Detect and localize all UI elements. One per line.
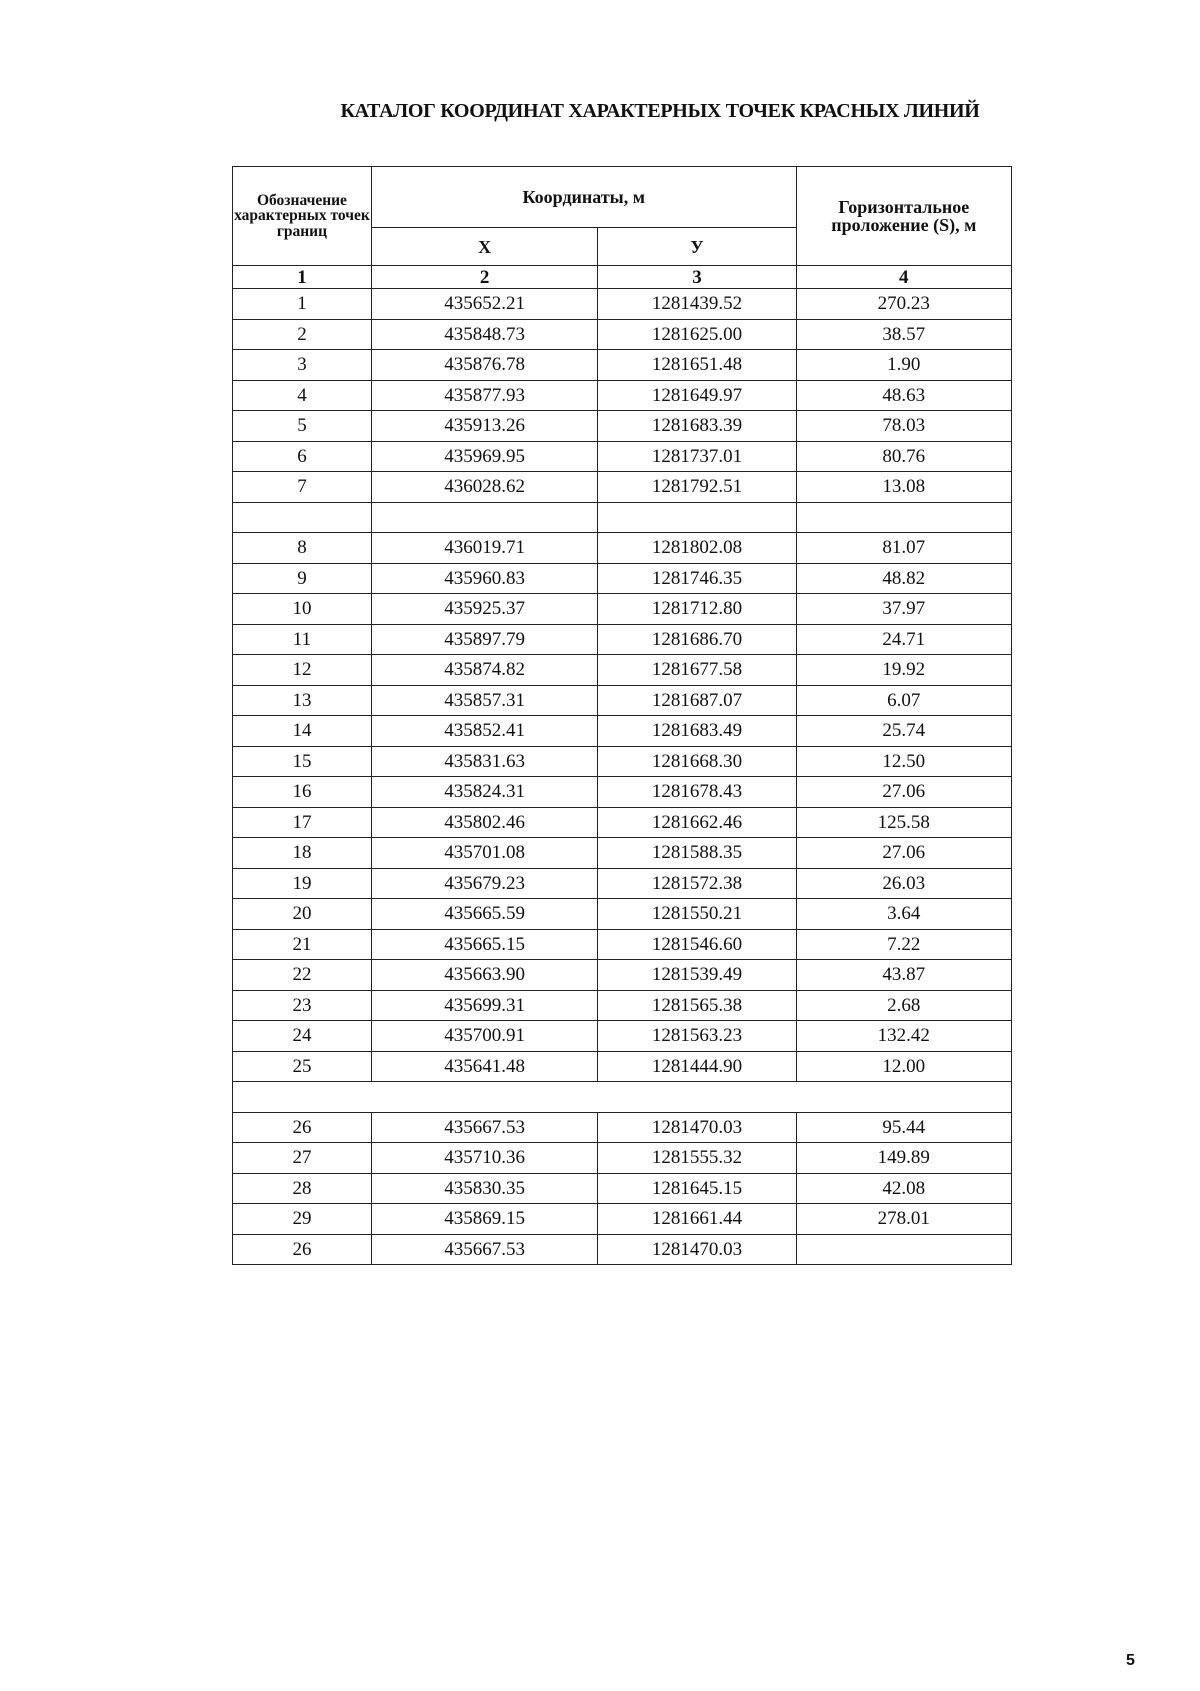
y-header: У [598, 228, 796, 266]
point-cell: 7 [233, 472, 372, 503]
table-row [233, 319, 1012, 350]
separator-cell [796, 502, 1011, 533]
x-coordinate-cell: 435652.21 [371, 289, 597, 320]
distance-cell: 19.92 [796, 655, 1011, 686]
distance-cell: 37.97 [796, 594, 1011, 625]
x-coordinate-cell: 435852.41 [371, 716, 597, 747]
table-row [233, 563, 1012, 594]
distance-cell: 125.58 [796, 807, 1011, 838]
point-cell: 20 [233, 899, 372, 930]
coordinate-catalog-table [232, 166, 1012, 1265]
table-row [233, 655, 1012, 686]
distance-cell: 81.07 [796, 533, 1011, 564]
table-row [233, 868, 1012, 899]
column-number: 1 [233, 266, 372, 289]
separator-cell [598, 502, 796, 533]
table-row [233, 1051, 1012, 1082]
point-cell: 5 [233, 411, 372, 442]
distance-cell: 12.50 [796, 746, 1011, 777]
y-coordinate-cell: 1281588.35 [598, 838, 796, 869]
column-number: 4 [796, 266, 1011, 289]
x-coordinate-cell: 435925.37 [371, 594, 597, 625]
table-row [233, 1234, 1012, 1265]
x-coordinate-cell: 435663.90 [371, 960, 597, 991]
point-cell: 18 [233, 838, 372, 869]
point-cell: 14 [233, 716, 372, 747]
x-coordinate-cell: 435913.26 [371, 411, 597, 442]
point-cell: 6 [233, 441, 372, 472]
point-cell: 15 [233, 746, 372, 777]
distance-cell: 27.06 [796, 777, 1011, 808]
y-coordinate-cell: 1281668.30 [598, 746, 796, 777]
point-cell: 24 [233, 1021, 372, 1052]
y-coordinate-cell: 1281565.38 [598, 990, 796, 1021]
x-coordinate-cell: 435700.91 [371, 1021, 597, 1052]
distance-cell: 3.64 [796, 899, 1011, 930]
table-row [233, 1204, 1012, 1235]
point-cell: 17 [233, 807, 372, 838]
y-coordinate-cell: 1281439.52 [598, 289, 796, 320]
y-coordinate-cell: 1281687.07 [598, 685, 796, 716]
x-header: Х [371, 228, 597, 266]
y-coordinate-cell: 1281683.39 [598, 411, 796, 442]
y-coordinate-cell: 1281792.51 [598, 472, 796, 503]
x-coordinate-cell: 435831.63 [371, 746, 597, 777]
distance-cell: 80.76 [796, 441, 1011, 472]
distance-cell: 2.68 [796, 990, 1011, 1021]
point-cell: 21 [233, 929, 372, 960]
point-cell: 26 [233, 1112, 372, 1143]
y-coordinate-cell: 1281649.97 [598, 380, 796, 411]
table-row [233, 1021, 1012, 1052]
distance-cell: 149.89 [796, 1143, 1011, 1174]
table-row [233, 624, 1012, 655]
point-cell: 25 [233, 1051, 372, 1082]
y-coordinate-cell: 1281677.58 [598, 655, 796, 686]
point-cell: 12 [233, 655, 372, 686]
table-row [233, 807, 1012, 838]
y-coordinate-cell: 1281678.43 [598, 777, 796, 808]
y-coordinate-cell: 1281683.49 [598, 716, 796, 747]
x-coordinate-cell: 435969.95 [371, 441, 597, 472]
point-cell: 9 [233, 563, 372, 594]
point-cell: 11 [233, 624, 372, 655]
x-coordinate-cell: 435699.31 [371, 990, 597, 1021]
table-row [233, 929, 1012, 960]
x-coordinate-cell: 435824.31 [371, 777, 597, 808]
distance-cell: 43.87 [796, 960, 1011, 991]
table-row [233, 289, 1012, 320]
column-number: 3 [598, 266, 796, 289]
coordinates-header: Координаты, м [371, 167, 796, 228]
table-row [233, 1143, 1012, 1174]
y-coordinate-cell: 1281746.35 [598, 563, 796, 594]
table-row [233, 899, 1012, 930]
table-row [233, 441, 1012, 472]
point-cell: 10 [233, 594, 372, 625]
distance-cell: 7.22 [796, 929, 1011, 960]
y-coordinate-cell: 1281662.46 [598, 807, 796, 838]
distance-cell: 38.57 [796, 319, 1011, 350]
distance-cell: 42.08 [796, 1173, 1011, 1204]
y-coordinate-cell: 1281550.21 [598, 899, 796, 930]
point-cell: 22 [233, 960, 372, 991]
distance-cell: 132.42 [796, 1021, 1011, 1052]
table-header [233, 167, 1012, 266]
table-row [233, 960, 1012, 991]
x-coordinate-cell: 435857.31 [371, 685, 597, 716]
catalog-title: КАТАЛОГ КООРДИНАТ ХАРАКТЕРНЫХ ТОЧЕК КРАСНЫХ ЛИНИЙ [340, 100, 980, 122]
x-coordinate-cell: 436028.62 [371, 472, 597, 503]
distance-cell: 25.74 [796, 716, 1011, 747]
point-cell: 19 [233, 868, 372, 899]
y-coordinate-cell: 1281625.00 [598, 319, 796, 350]
table-row [233, 594, 1012, 625]
table-row [233, 685, 1012, 716]
distance-cell: 26.03 [796, 868, 1011, 899]
separator-cell [233, 1082, 1012, 1113]
point-cell: 23 [233, 990, 372, 1021]
x-coordinate-cell: 435897.79 [371, 624, 597, 655]
x-coordinate-cell: 435802.46 [371, 807, 597, 838]
column-number-row [233, 266, 1012, 289]
table-row [233, 777, 1012, 808]
distance-cell: 13.08 [796, 472, 1011, 503]
table-row [233, 716, 1012, 747]
table-row [233, 350, 1012, 381]
table-row [233, 533, 1012, 564]
y-coordinate-cell: 1281737.01 [598, 441, 796, 472]
x-coordinate-cell: 435667.53 [371, 1112, 597, 1143]
table-row [233, 1173, 1012, 1204]
separator-row [233, 502, 1012, 533]
point-cell: 26 [233, 1234, 372, 1265]
x-coordinate-cell: 435701.08 [371, 838, 597, 869]
y-coordinate-cell: 1281563.23 [598, 1021, 796, 1052]
y-coordinate-cell: 1281572.38 [598, 868, 796, 899]
x-coordinate-cell: 436019.71 [371, 533, 597, 564]
y-coordinate-cell: 1281661.44 [598, 1204, 796, 1235]
y-coordinate-cell: 1281686.70 [598, 624, 796, 655]
y-coordinate-cell: 1281539.49 [598, 960, 796, 991]
table-row [233, 990, 1012, 1021]
distance-cell: 6.07 [796, 685, 1011, 716]
distance-cell: 1.90 [796, 350, 1011, 381]
point-cell: 29 [233, 1204, 372, 1235]
column-number: 2 [371, 266, 597, 289]
y-coordinate-cell: 1281555.32 [598, 1143, 796, 1174]
separator-cell [233, 502, 372, 533]
x-coordinate-cell: 435641.48 [371, 1051, 597, 1082]
x-coordinate-cell: 435665.15 [371, 929, 597, 960]
distance-cell [796, 1234, 1011, 1265]
table-row [233, 746, 1012, 777]
x-coordinate-cell: 435848.73 [371, 319, 597, 350]
point-cell: 28 [233, 1173, 372, 1204]
x-coordinate-cell: 435665.59 [371, 899, 597, 930]
page-number: 5 [1126, 1652, 1135, 1669]
point-cell: 27 [233, 1143, 372, 1174]
distance-cell: 270.23 [796, 289, 1011, 320]
point-cell: 8 [233, 533, 372, 564]
y-coordinate-cell: 1281712.80 [598, 594, 796, 625]
x-coordinate-cell: 435876.78 [371, 350, 597, 381]
y-coordinate-cell: 1281802.08 [598, 533, 796, 564]
table-row [233, 1112, 1012, 1143]
point-cell: 1 [233, 289, 372, 320]
x-coordinate-cell: 435874.82 [371, 655, 597, 686]
x-coordinate-cell: 435830.35 [371, 1173, 597, 1204]
point-cell: 16 [233, 777, 372, 808]
point-cell: 13 [233, 685, 372, 716]
y-coordinate-cell: 1281470.03 [598, 1234, 796, 1265]
y-coordinate-cell: 1281651.48 [598, 350, 796, 381]
y-coordinate-cell: 1281546.60 [598, 929, 796, 960]
distance-cell: 12.00 [796, 1051, 1011, 1082]
y-coordinate-cell: 1281645.15 [598, 1173, 796, 1204]
distance-cell: 27.06 [796, 838, 1011, 869]
point-cell: 2 [233, 319, 372, 350]
table-row [233, 380, 1012, 411]
distance-cell: 48.82 [796, 563, 1011, 594]
x-coordinate-cell: 435667.53 [371, 1234, 597, 1265]
table-body [233, 266, 1012, 1265]
x-coordinate-cell: 435679.23 [371, 868, 597, 899]
distance-cell: 24.71 [796, 624, 1011, 655]
x-coordinate-cell: 435960.83 [371, 563, 597, 594]
point-cell: 4 [233, 380, 372, 411]
distance-cell: 48.63 [796, 380, 1011, 411]
y-coordinate-cell: 1281470.03 [598, 1112, 796, 1143]
distance-cell: 278.01 [796, 1204, 1011, 1235]
table-row [233, 838, 1012, 869]
table-row [233, 472, 1012, 503]
designation-header: Обозначение характерных точек границ [233, 167, 372, 266]
y-coordinate-cell: 1281444.90 [598, 1051, 796, 1082]
point-cell: 3 [233, 350, 372, 381]
distance-header: Горизонтальное проложение (S), м [796, 167, 1011, 266]
distance-cell: 78.03 [796, 411, 1011, 442]
x-coordinate-cell: 435877.93 [371, 380, 597, 411]
separator-cell [371, 502, 597, 533]
distance-cell: 95.44 [796, 1112, 1011, 1143]
x-coordinate-cell: 435869.15 [371, 1204, 597, 1235]
separator-row [233, 1082, 1012, 1113]
x-coordinate-cell: 435710.36 [371, 1143, 597, 1174]
table-row [233, 411, 1012, 442]
